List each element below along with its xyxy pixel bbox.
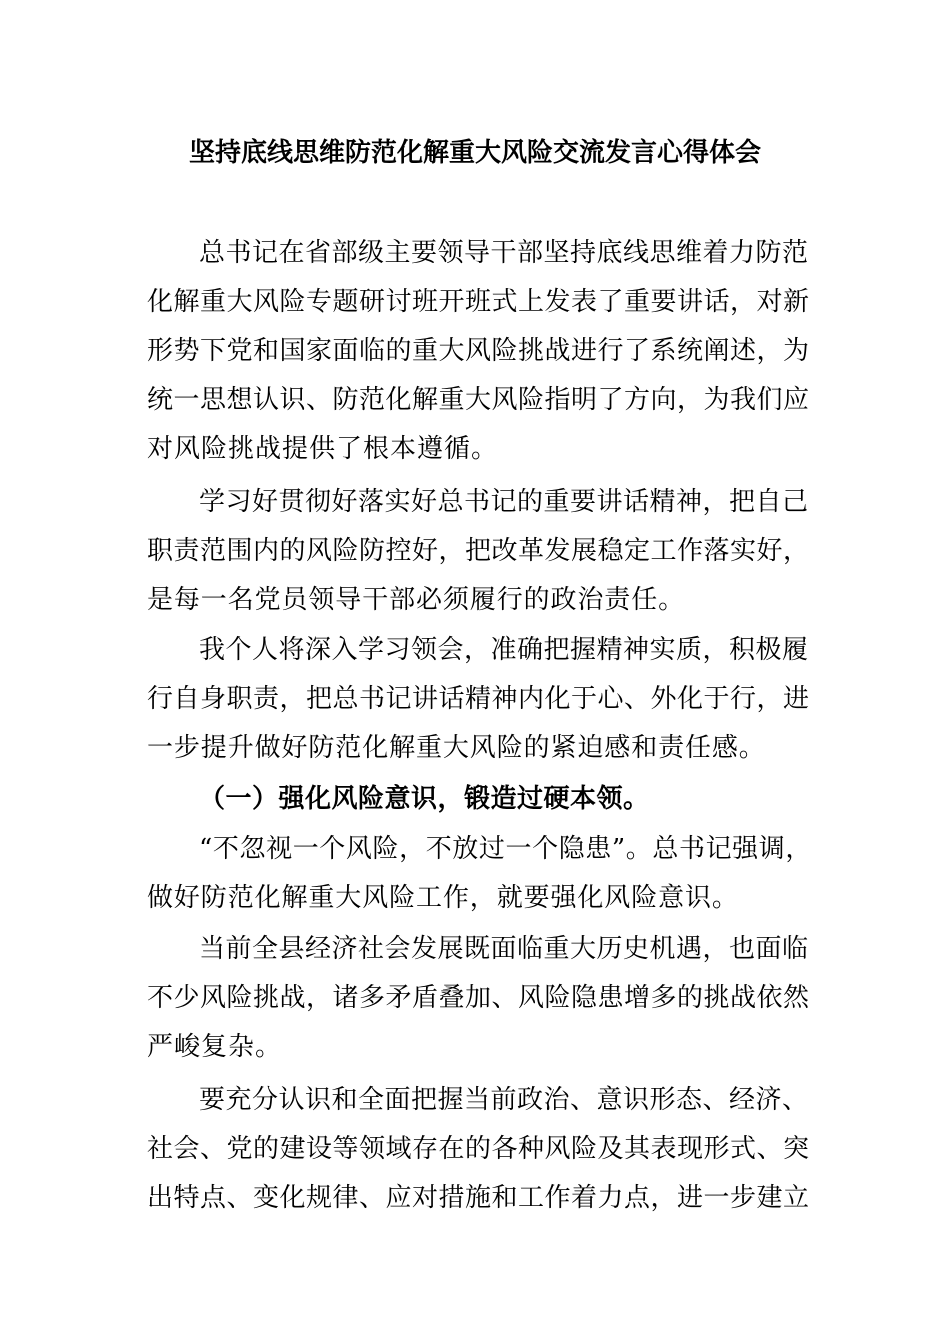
body-line: 学习好贯彻好落实好总书记的重要讲话精神，把自己 [199, 487, 809, 517]
body-line: 我个人将深入学习领会，准确把握精神实质，积极履 [199, 635, 809, 665]
section-heading: （一）强化风险意识，锻造过硬本领。 [199, 784, 650, 814]
body-line: 统一思想认识、防范化解重大风险指明了方向，为我们应 [147, 385, 810, 415]
body-line: 做好防范化解重大风险工作，就要强化风险意识。 [147, 883, 739, 913]
body-line: 要充分认识和全面把握当前政治、意识形态、经济、 [199, 1085, 809, 1115]
body-line: 职责范围内的风险防控好，把改革发展稳定工作落实好， [147, 536, 810, 566]
body-line: 不少风险挑战，诸多矛盾叠加、风险隐患增多的挑战依然 [147, 983, 810, 1013]
body-line: 严峻复杂。 [147, 1032, 283, 1062]
body-line: 社会、党的建设等领域存在的各种风险及其表现形式、突 [147, 1134, 810, 1164]
body-line: 出特点、变化规律、应对措施和工作着力点，进一步建立 [147, 1183, 810, 1213]
body-line: “不忽视一个风险，不放过一个隐患”。总书记强调， [199, 834, 812, 864]
body-line: 一步提升做好防范化解重大风险的紧迫感和责任感。 [147, 733, 766, 763]
body-line: 行自身职责，把总书记讲话精神内化于心、外化于行，进 [147, 684, 810, 714]
body-line: 总书记在省部级主要领导干部坚持底线思维着力防范 [199, 238, 809, 268]
body-line: 形势下党和国家面临的重大风险挑战进行了系统阐述，为 [147, 336, 810, 366]
body-line: 当前全县经济社会发展既面临重大历史机遇，也面临 [199, 934, 809, 964]
body-line: 对风险挑战提供了根本遵循。 [147, 434, 499, 464]
document-title: 坚持底线思维防范化解重大风险交流发言心得体会 [188, 138, 761, 168]
body-line: 是每一名党员领导干部必须履行的政治责任。 [147, 585, 686, 615]
body-line: 化解重大风险专题研讨班开班式上发表了重要讲话，对新 [147, 287, 810, 317]
